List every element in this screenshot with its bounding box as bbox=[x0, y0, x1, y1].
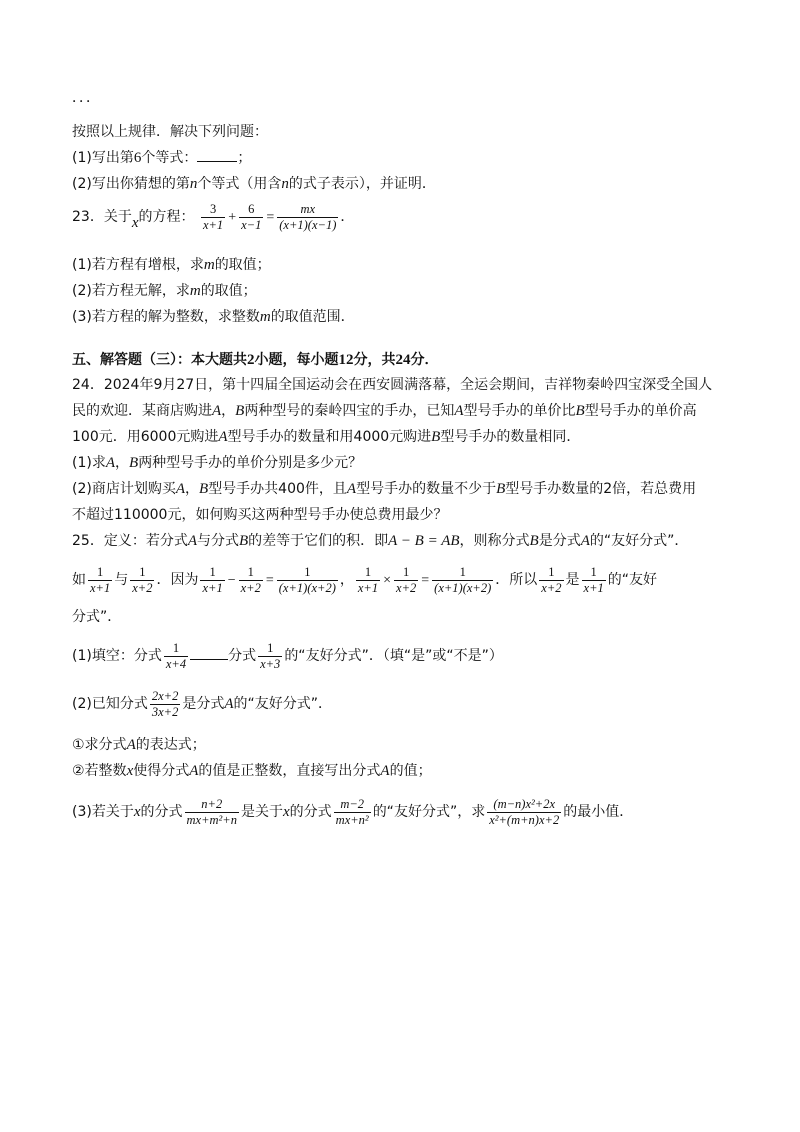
fraction: $\frac{1}{x+2}$ bbox=[396, 564, 417, 595]
q22-intro: 按照以上规律．解决下列问题： bbox=[72, 124, 268, 140]
fraction: $\frac{m-2}{\text{mx+n²}}$ bbox=[335, 796, 369, 827]
fraction: $\frac{mx}{(x+1)(x-1)}$ bbox=[279, 201, 337, 232]
q25-part2-item1: ①求分式A的表达式； bbox=[72, 737, 206, 753]
fraction: $\frac{1}{x+3}$ bbox=[260, 640, 281, 671]
fraction: $\frac{1}{x+2}$ bbox=[240, 564, 261, 595]
fraction: $\frac{3}{x+1}$ bbox=[202, 201, 224, 232]
q25-part2: (2)已知分式 $\frac{2x+2}{3x+2}$ 是分式A的“友好分式”． bbox=[72, 688, 333, 719]
fraction: $\frac{1}{x+1}$ bbox=[90, 564, 111, 595]
q24-part1: (1)求A，B两种型号手办的单价分别是多少元？ bbox=[72, 455, 363, 471]
q22-part1: (1)写出第6个等式： ； bbox=[72, 147, 251, 169]
fraction: $\frac{2x+2}{3x+2}$ bbox=[151, 688, 179, 719]
section-heading: 五、解答题（三）：本大题共2小题，每小题12分，共24分． bbox=[72, 352, 439, 368]
q23-part1: (1)若方程有增根，求m的取值； bbox=[72, 257, 271, 273]
answer-blank bbox=[197, 147, 237, 162]
fraction: $\frac{1}{x+2}$ bbox=[541, 564, 562, 595]
q25-example-line: 如 $\frac{1}{x+1}$ 与 $\frac{1}{x+2}$ ．因为 $\frac{1}{x+1}$ − $\frac{1}{x+2}$ = $\frac{1}{(x+1)(x+2)}$ ， $\frac{1}{x+1}$ × $\frac{1}{x+2}$ = $\frac{1}{(x+1)(x+2)}$ ．所以 $\frac{1}{x+2}$ 是 $\frac{1}{x+1}$ 的“友好 bbox=[72, 564, 658, 595]
continuation-dots: ．．． bbox=[72, 90, 100, 106]
q23-part2: (2)若方程无解，求m的取值； bbox=[72, 283, 257, 299]
q24-line3: 100元．用6000元购进A型号手办的数量和用4000元购进B型号手办的数量相同． bbox=[72, 429, 581, 445]
fraction: $\frac{1}{(x+1)(x+2)}$ bbox=[434, 564, 492, 595]
answer-blank bbox=[190, 645, 228, 660]
q24-part2-line2: 不超过110000元，如何购买这两种型号手办使总费用最少？ bbox=[72, 507, 448, 523]
fraction: $\frac{6}{x-1}$ bbox=[241, 201, 262, 232]
q25-example-end: 分式”． bbox=[72, 609, 122, 625]
fraction: $\frac{n+2}{\text{mx+m²+n}}$ bbox=[186, 796, 237, 827]
q23-equation-line: 23．关于x的方程： $\frac{3}{x+1}$ + $\frac{6}{x-1}$ = $\frac{mx}{(x+1)(x-1)}$ ． bbox=[72, 201, 355, 232]
q23-part3: (3)若方程的解为整数，求整数m的取值范围． bbox=[72, 309, 355, 325]
fraction: $\frac{1}{(x+1)(x+2)}$ bbox=[278, 564, 336, 595]
q24-line1: 24．2024年9月27日，第十四届全国运动会在西安圆满落幕，全运会期间，吉祥物秦岭四宝深受全国人 bbox=[72, 377, 713, 393]
q22-part2: (2)写出你猜想的第n个等式（用含n的式子表示），并证明． bbox=[72, 176, 436, 192]
fraction: $\frac{1}{x+2}$ bbox=[132, 564, 153, 595]
fraction: $\frac{1}{x+1}$ bbox=[583, 564, 604, 595]
q24-line2: 民的欢迎．某商店购进A，B两种型号的秦岭四宝的手办，已知A型号手办的单价比B型号手办的单价高 bbox=[72, 403, 697, 419]
q25-part2-item2: ②若整数x使得分式A的值是正整数，直接写出分式A的值； bbox=[72, 763, 432, 779]
fraction: $\frac{1}{x+1}$ bbox=[357, 564, 379, 595]
fraction: $\frac{1}{x+4}$ bbox=[165, 640, 187, 671]
q24-part2-line1: (2)商店计划购买A，B型号手办共400件，且A型号手办的数量不少于B型号手办数量的2倍，若总费用 bbox=[72, 481, 697, 497]
fraction: $\frac{\text{(m−n)x²+2x}}{\text{x²+(m+n)x+2}}$ bbox=[489, 796, 560, 827]
q25-definition: 25．定义：若分式A与分式B的差等于它们的积．即A − B = AB，则称分式B是分式A的“友好分式”． bbox=[72, 533, 689, 549]
q25-part1: (1)填空：分式 $\frac{1}{x+4}$ 分式 $\frac{1}{x+3}$ 的“友好分式”．（填“是”或“不是”） bbox=[72, 640, 503, 671]
q25-part3: (3)若关于x的分式 $\frac{n+2}{\text{mx+m²+n}}$ 是关于x的分式 $\frac{m-2}{\text{mx+n²}}$ 的“友好分式”，求 $\frac{\text{(m−n)x²+2x}}{\text{x²+(m+n)x+2}}$ 的最小值． bbox=[72, 796, 634, 827]
fraction: $\frac{1}{x+1}$ bbox=[202, 564, 223, 595]
